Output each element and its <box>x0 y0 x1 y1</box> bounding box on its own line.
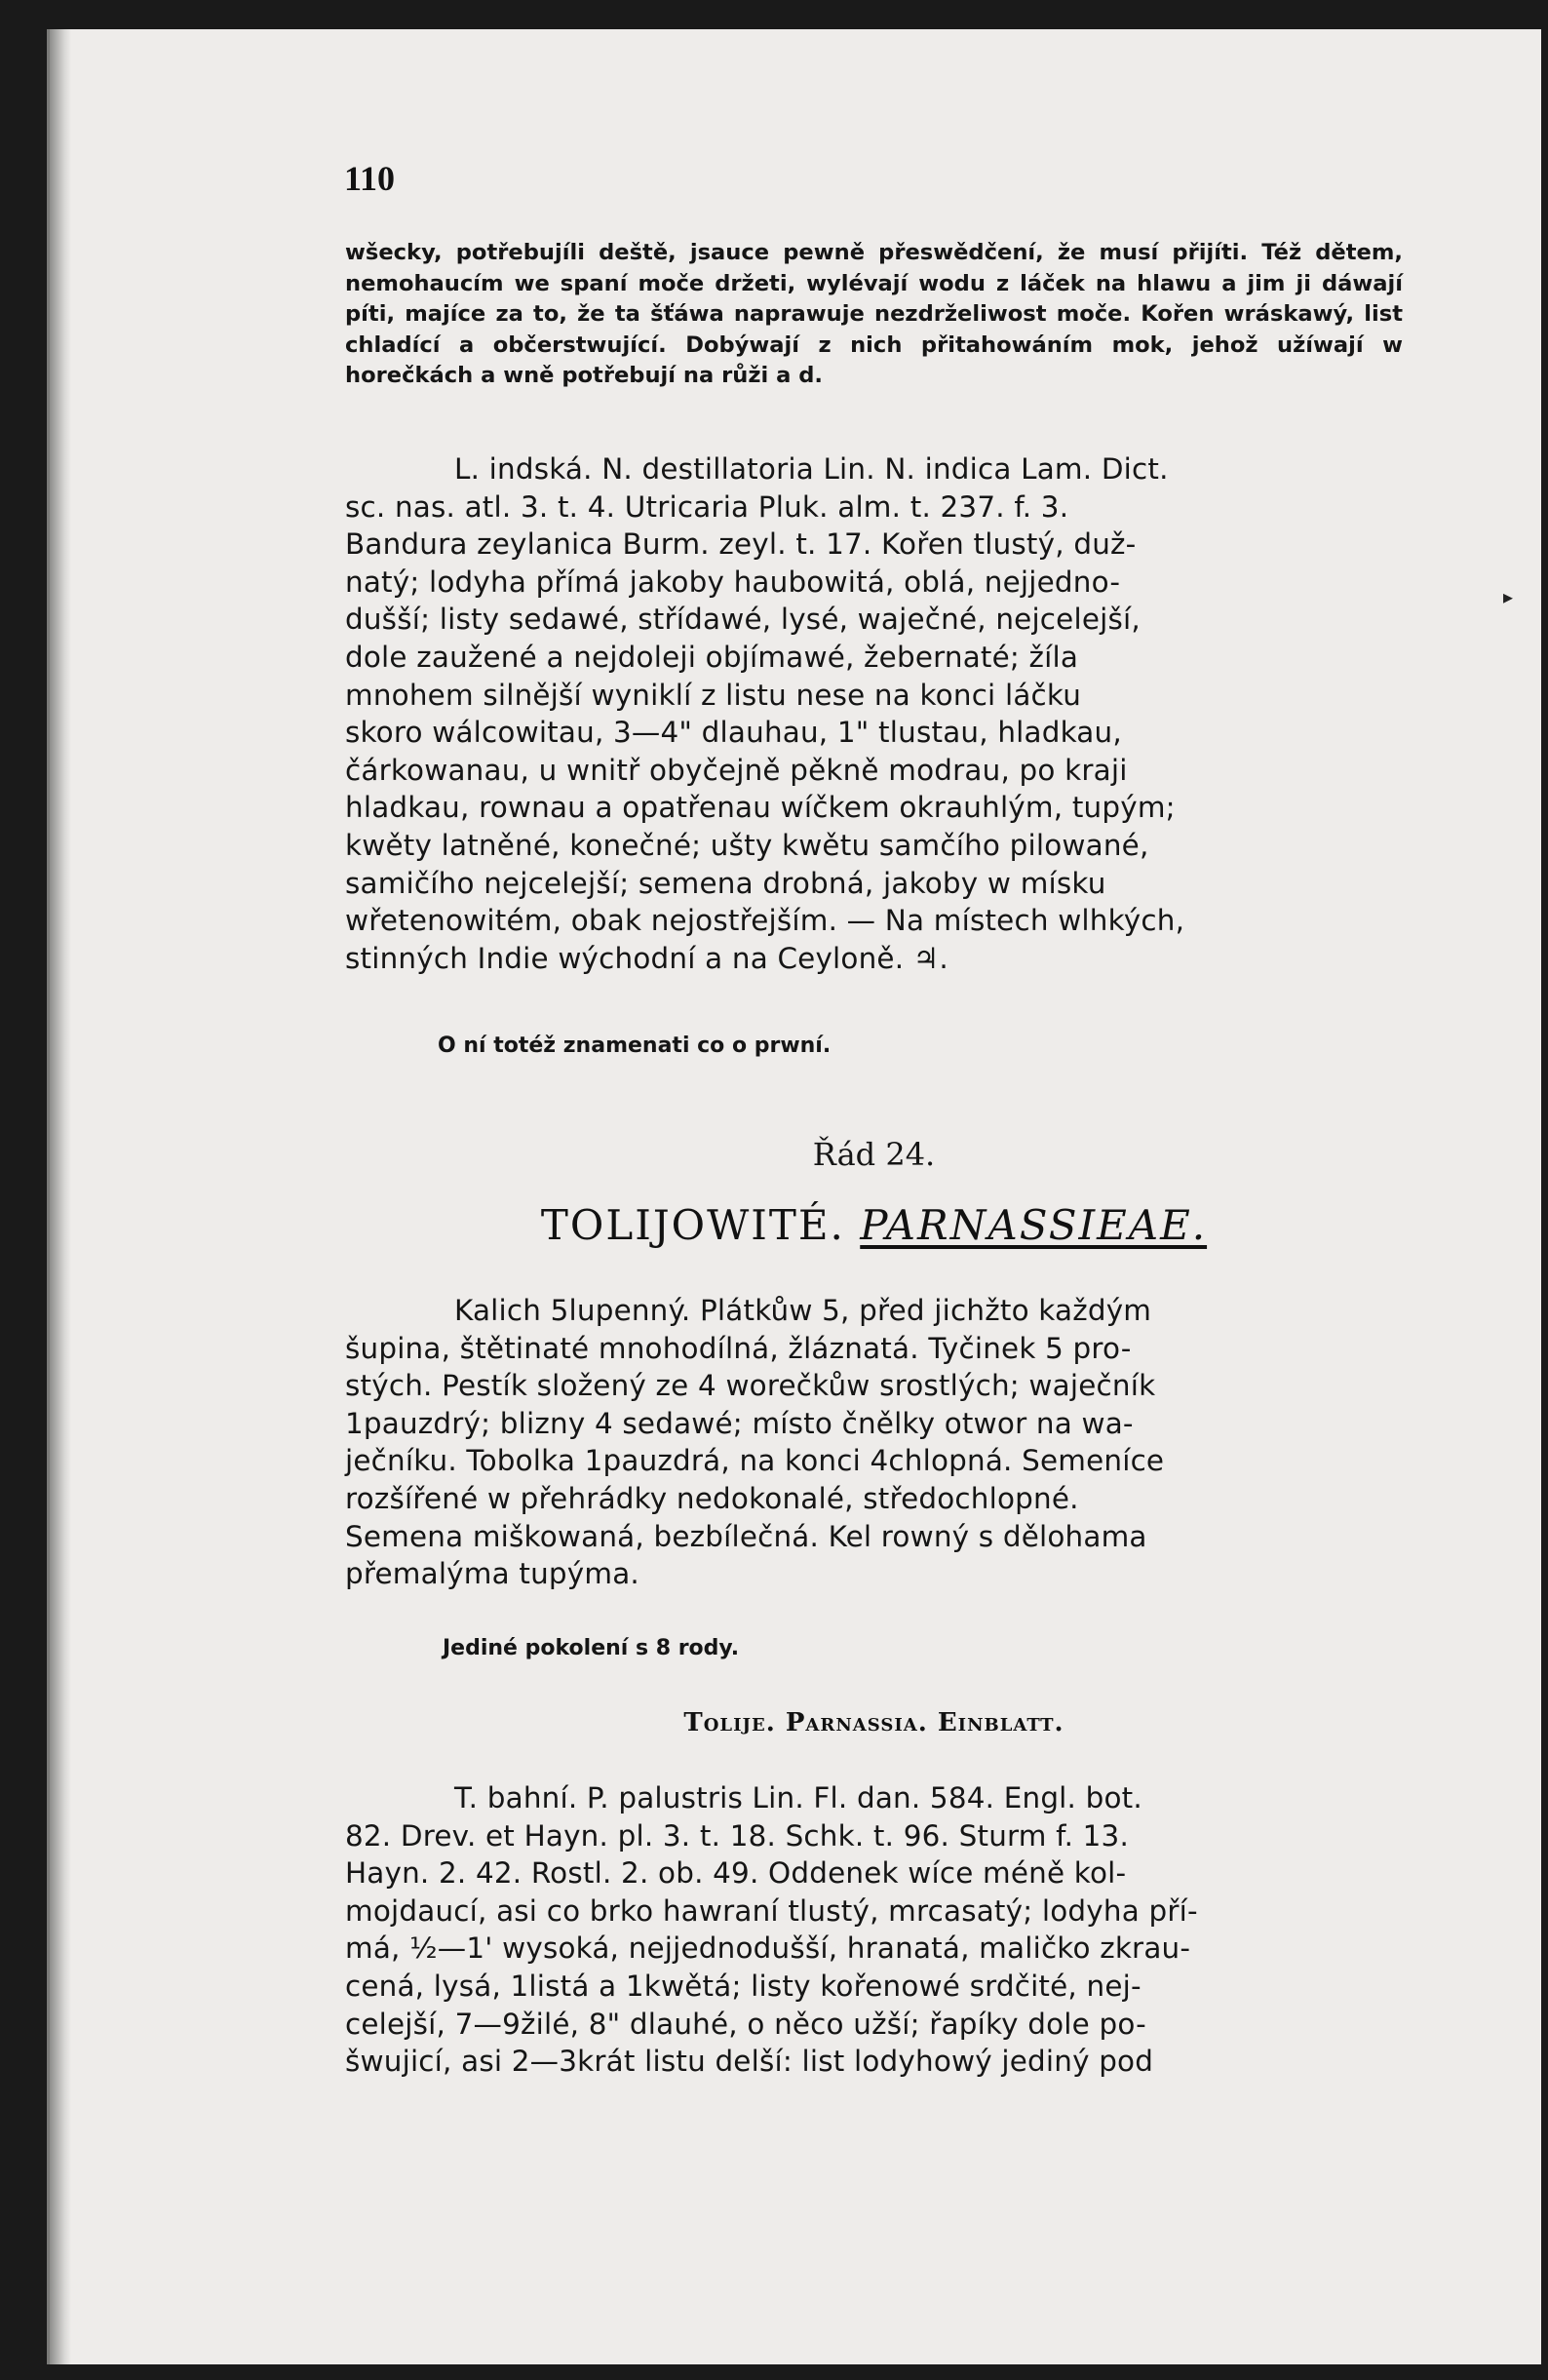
family-name-czech: TOLIJOWITÉ. <box>540 1201 845 1249</box>
species-description-nepenthes <box>345 450 1403 977</box>
text-line: wřetenowitém, obak nejostřejším. — Na místech wlhkých, <box>345 904 1185 938</box>
text-line: čárkowanau, u wnitř obyčejně pěkně modrau, po kraji <box>345 753 1128 787</box>
margin-mark: ▸ <box>1502 585 1513 608</box>
note-single-genus: Jediné pokolení s 8 rody. <box>443 1636 740 1660</box>
text-line: dole zaužené a nejdoleji objímawé, žebernaté; žíla <box>345 640 1079 674</box>
text-line: hladkau, rownau a opatřenau wíčkem okrauhlým, tupým; <box>345 791 1176 825</box>
text-line: L. indská. N. destillatoria Lin. N. indica Lam. Dict. <box>454 452 1169 486</box>
order-heading-wrap <box>345 1136 1403 1185</box>
text-line: přemalýma tupýma. <box>345 1557 639 1591</box>
text-line: rozšířené w přehrádky nedokonalé, středochlopné. <box>345 1481 1079 1515</box>
page-number: 110 <box>344 159 396 198</box>
text-line: natý; lodyha přímá jakoby haubowitá, oblá, nejjedno- <box>345 565 1121 599</box>
genus-heading: Tolije. Parnassia. Einblatt. <box>683 1708 1064 1737</box>
text-line: skoro wálcowitau, 3—4" dlauhau, 1" tlustau, hladkau, <box>345 716 1122 750</box>
text-line: šupina, štětinaté mnohodílná, žláznatá. Tyčinek 5 pro- <box>345 1331 1132 1365</box>
text-line: šwujicí, asi 2—3krát listu delší: list lodyhowý jediný pod <box>345 2045 1154 2079</box>
text-line: Kalich 5lupenný. Plátkůw 5, před jichžto každým <box>454 1294 1152 1327</box>
page-spine-shadow <box>50 29 71 2364</box>
text-line: 1pauzdrý; blizny 4 sedawé; místo čnělky otwor na wa- <box>345 1406 1134 1440</box>
text-line: ječníku. Tobolka 1pauzdrá, na konci 4chlopná. Semeníce <box>345 1444 1165 1478</box>
text-line: mojdaucí, asi co brko hawraní tlustý, mrcasatý; lodyha pří- <box>345 1893 1198 1928</box>
paragraph-continuation: wšecky, potřebujíli deště, jsauce pewně přeswědčení, že musí přijíti. Též dětem, nemohaucím we spaní moče držeti, wylévají wodu z láček na hlawu a jim ji dáwají píti, majíce za to, že ta šťáwa naprawuje nezdrželiwost moče. Kořen wráskawý, list chladící a občerstwující. Dobýwají z nich přitahowáním mok, jehož užíwají w horečkách a wně potřebují na růži a d. <box>345 240 1403 389</box>
order-heading: Řád 24. <box>812 1136 936 1173</box>
note-same-as-first: O ní totéž znamenati co o prwní. <box>438 1034 832 1058</box>
text-line: sc. nas. atl. 3. t. 4. Utricaria Pluk. alm. t. 237. f. 3. <box>345 489 1069 524</box>
text-line: kwěty latněné, konečné; ušty kwětu samčího pilowané, <box>345 828 1149 862</box>
text-line: Semena miškowaná, bezbílečná. Kel rowný s dělohama <box>345 1519 1147 1553</box>
text-line: má, ½—1' wysoká, nejjednodušší, hranatá, maličko zkrau- <box>345 1931 1191 1966</box>
text-line: Bandura zeylanica Burm. zeyl. t. 17. Kořen tlustý, duž- <box>345 527 1137 562</box>
text-line: mnohem silnější wyniklí z listu nese na konci láčku <box>345 678 1082 712</box>
text-line: stých. Pestík složený ze 4 worečkůw srostlých; waječník <box>345 1369 1156 1403</box>
text-line: samičího nejcelejší; semena drobná, jakoby w mísku <box>345 866 1106 900</box>
text-line: stinných Indie wýchodní a na Ceyloně. ♃. <box>345 941 948 975</box>
family-heading <box>345 1201 1403 1249</box>
text-line: cená, lysá, 1listá a 1kwětá; listy kořenowé srdčité, nej- <box>345 1969 1142 2003</box>
family-description <box>345 1292 1403 1593</box>
species-description-parnassia <box>345 1779 1403 2081</box>
text-line: 82. Drev. et Hayn. pl. 3. t. 18. Schk. t. 96. Sturm f. 13. <box>345 1818 1129 1853</box>
text-line: T. bahní. P. palustris Lin. Fl. dan. 584. Engl. bot. <box>454 1781 1142 1814</box>
family-name-latin: PARNASSIEAE. <box>860 1201 1208 1249</box>
text-line: dušší; listy sedawé, střídawé, lysé, waječné, nejcelejší, <box>345 603 1141 637</box>
text-line: celejší, 7—9žilé, 8" dlauhé, o něco užší; řapíky dole po- <box>345 2007 1146 2041</box>
text-line: Hayn. 2. 42. Rostl. 2. ob. 49. Oddenek wíce méně kol- <box>345 1856 1127 1891</box>
